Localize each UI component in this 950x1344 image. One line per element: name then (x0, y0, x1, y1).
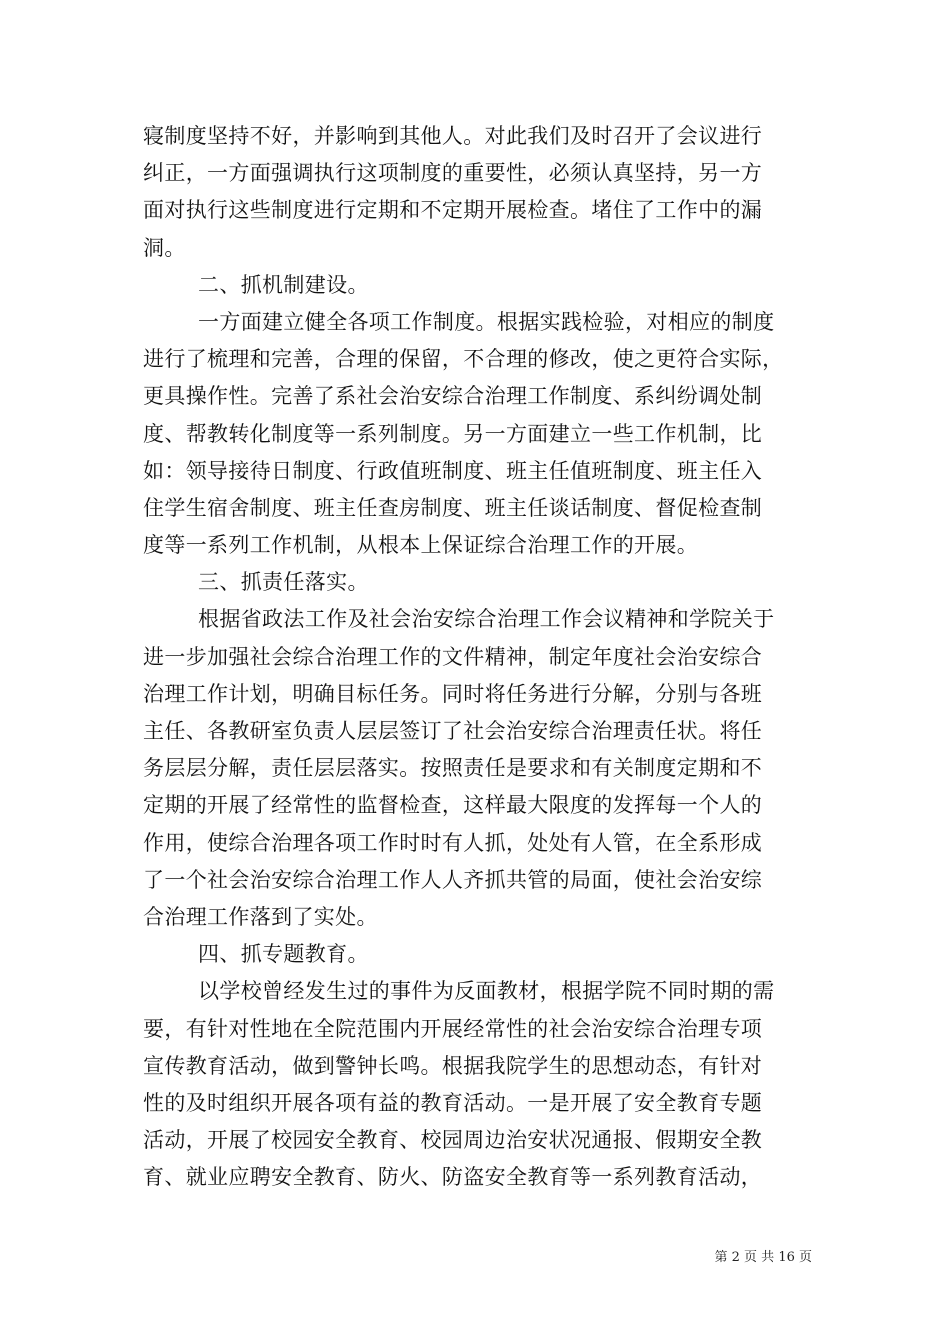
text-line: 住学生宿舍制度、班主任查房制度、班主任谈话制度、督促检查制 (143, 495, 763, 520)
text-line: 性的及时组织开展各项有益的教育活动。一是开展了安全教育专题 (143, 1090, 763, 1115)
text-line: 度等一系列工作机制，从根本上保证综合治理工作的开展。 (143, 533, 699, 558)
text-line: 务层层分解，责任层层落实。按照责任是要求和有关制度定期和不 (143, 756, 763, 781)
text-line: 面对执行这些制度进行定期和不定期开展检查。堵住了工作中的漏 (143, 198, 763, 223)
text-line: 活动，开展了校园安全教育、校园周边治安状况通报、假期安全教 (143, 1128, 763, 1153)
text-line: 纠正，一方面强调执行这项制度的重要性，必须认真坚持，另一方 (143, 161, 763, 186)
text-line: 进行了梳理和完善，合理的保留，不合理的修改，使之更符合实际， (143, 347, 784, 372)
document-body (143, 118, 813, 1196)
text-line: 二、抓机制建设。 (198, 272, 369, 297)
text-line: 宣传教育活动，做到警钟长鸣。根据我院学生的思想动态，有针对 (143, 1053, 763, 1078)
text-line: 作用，使综合治理各项工作时时有人抓，处处有人管，在全系形成 (143, 830, 763, 855)
text-line: 一方面建立健全各项工作制度。根据实践检验，对相应的制度 (198, 309, 775, 334)
text-line: 了一个社会治安综合治理工作人人齐抓共管的局面，使社会治安综 (143, 867, 763, 892)
text-line: 三、抓责任落实。 (198, 570, 369, 595)
text-line: 主任、各教研室负责人层层签订了社会治安综合治理责任状。将任 (143, 719, 763, 743)
text-line: 治理工作计划，明确目标任务。同时将任务进行分解，分别与各班 (143, 681, 763, 706)
text-line: 四、抓专题教育。 (198, 942, 369, 967)
text-line: 要，有针对性地在全院范围内开展经常性的社会治安综合治理专项 (143, 1016, 763, 1041)
text-line: 育、就业应聘安全教育、防火、防盗安全教育等一系列教育活动， (143, 1165, 763, 1190)
text-line: 寝制度坚持不好，并影响到其他人。对此我们及时召开了会议进行 (143, 124, 763, 148)
text-line: 进一步加强社会综合治理工作的文件精神，制定年度社会治安综合 (143, 644, 763, 669)
text-line: 洞。 (143, 235, 186, 260)
text-line: 以学校曾经发生过的事件为反面教材，根据学院不同时期的需 (198, 979, 775, 1004)
page-number: 第 2 页 共 16 页 (714, 1250, 812, 1265)
text-line: 合治理工作落到了实处。 (143, 904, 378, 929)
text-line: 度、帮教转化制度等一系列制度。另一方面建立一些工作机制，比 (143, 421, 763, 446)
text-line: 更具操作性。完善了系社会治安综合治理工作制度、系纠纷调处制 (143, 384, 763, 409)
text-line: 根据省政法工作及社会治安综合治理工作会议精神和学院关于 (198, 607, 775, 632)
text-line: 定期的开展了经常性的监督检查，这样最大限度的发挥每一个人的 (143, 793, 763, 818)
text-line: 如：领导接待日制度、行政值班制度、班主任值班制度、班主任入 (143, 458, 763, 483)
